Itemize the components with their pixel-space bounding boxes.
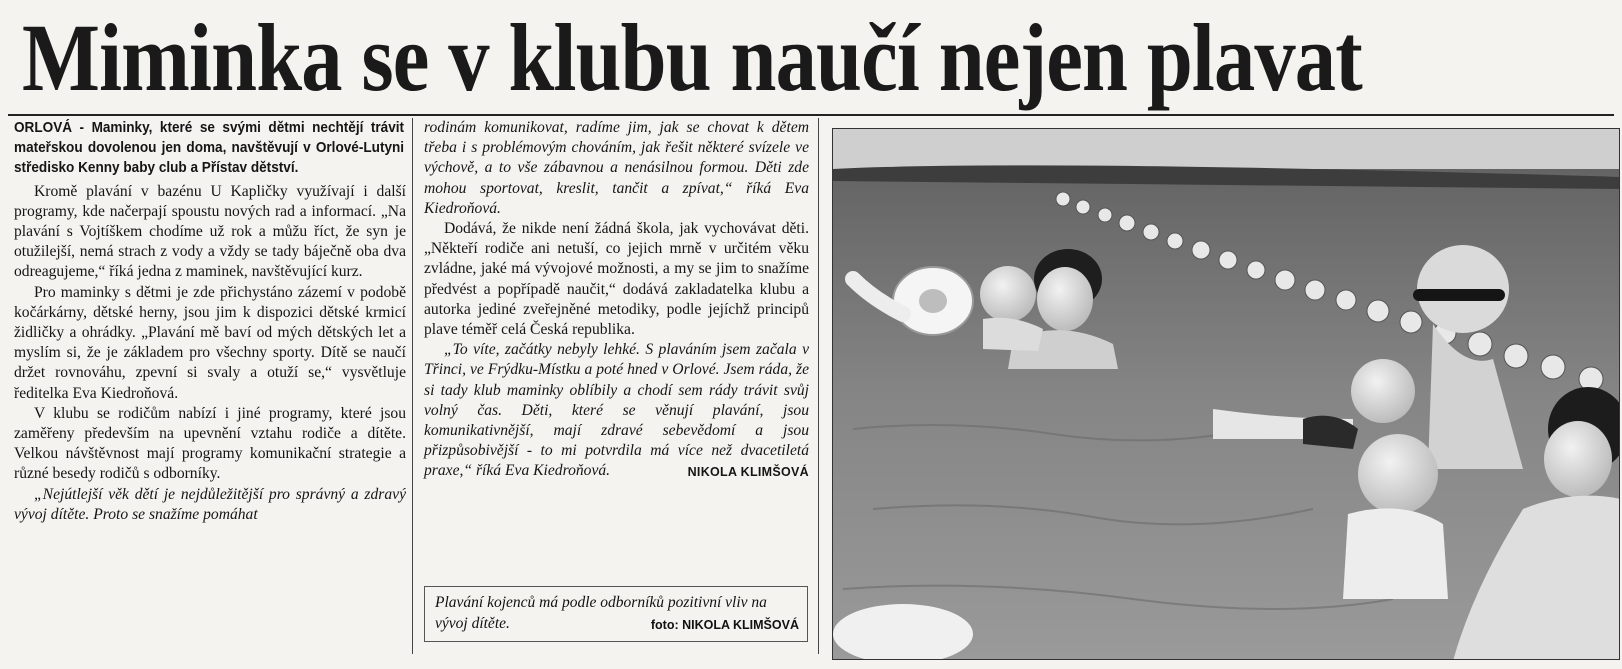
- caption-text: Plavání kojenců má podle odborníků pozitivní vliv na vývoj dítěte.: [435, 594, 767, 632]
- article-headline: Miminka se v klubu naučí nejen plavat: [22, 4, 1362, 111]
- paragraph: Pro maminky s dětmi je zde přichystáno zázemí v podobě kočárkárny, dětské herny, jsou jim k dispozici dětské krmicí židličky a ohrádky. „Plavání mě baví od mých dětských let a myslím si, že je základem pro všechny sporty. Dítě se naučí držet rovnováhu, zpevní si svaly a otuží se,“ vysvětluje ředitelka Eva Kiedroňová.: [14, 283, 406, 402]
- paragraph: V klubu se rodičům nabízí i jiné programy, které jsou zaměřeny především na upevnění vztahu rodiče a dítěte. Velkou návštěvnost mají programy komunikační strategie a různé besedy rodičů s odborníky.: [14, 404, 406, 483]
- paragraph: „Nejútlejší věk dětí je nejdůležitější pro správný a zdravý vývoj dítěte. Proto se snažíme pomáhat: [14, 485, 406, 523]
- goggles-icon: [1413, 289, 1505, 301]
- column-divider: [412, 118, 413, 654]
- article-column-2: [424, 118, 809, 482]
- article-author: NIKOLA KLIMŠOVÁ: [687, 464, 809, 479]
- photo-credit: foto: NIKOLA KLIMŠOVÁ: [650, 617, 799, 632]
- paragraph: „To víte, začátky nebyly lehké. S plaváním jsem začala v Třinci, ve Frýdku-Místku a poté hned v Orlové. Jsem ráda, že si tady klub maminky oblíbily a chodí sem rády trávit svůj volný čas. Děti, které se věnují plavání, jsou komunikativnější, mají zdravé sebevědomí a jsou přizpůsobivější - to mi potvrdila má více než dvacetiletá praxe,“ říká Eva Kiedroňová.: [424, 341, 809, 480]
- paragraph: Kromě plavání v bazénu U Kapličky využívají i další programy, kde načerpají spoustu nových rad a informací. „Na plavání s Vojtíškem chodíme už rok a můžu říct, že syn je otužilejší, nemá strach z vody a vždy se tady báječně oba dva odreagujeme,“ říká jedna z maminek, navštěvující kurz.: [14, 182, 406, 281]
- swimming-pool-photo: [833, 129, 1620, 660]
- column-divider: [818, 118, 819, 654]
- dateline-place: ORLOVÁ: [14, 120, 73, 136]
- article-column-1: [14, 118, 406, 525]
- lead-text: - Maminky, které se svými dětmi nechtějí trávit mateřskou dovolenou jen doma, navštěvují v Orlové-Lutyni středisko Kenny baby club a Přístav dětství.: [14, 120, 405, 177]
- article-photo: [832, 128, 1620, 660]
- paragraph: Dodává, že nikde není žádná škola, jak vychovávat děti. „Někteří rodiče ani netuší, co jejich mrně v určitém věku zvládne, jaké má vývojové možnosti, a my se jim to snažíme předvést a popřípadě naučit,“ dodává zakladatelka klubu a autorka jediné zveřejněné metodiky, podle jejíchž principů plave téměř celá Česká republika.: [424, 220, 809, 339]
- article-lead: [14, 118, 404, 179]
- paragraph: rodinám komunikovat, radíme jim, jak se chovat k dětem třeba i s problémovým chováním, jak řešit některé svízele ve výchově, a to vše zábavnou a nenásilnou formou. Děti zde mohou sportovat, kreslit, tančit a zpívat,“ říká Eva Kiedroňová.: [424, 119, 809, 217]
- headline-rule: [8, 114, 1614, 116]
- photo-caption: [424, 586, 808, 642]
